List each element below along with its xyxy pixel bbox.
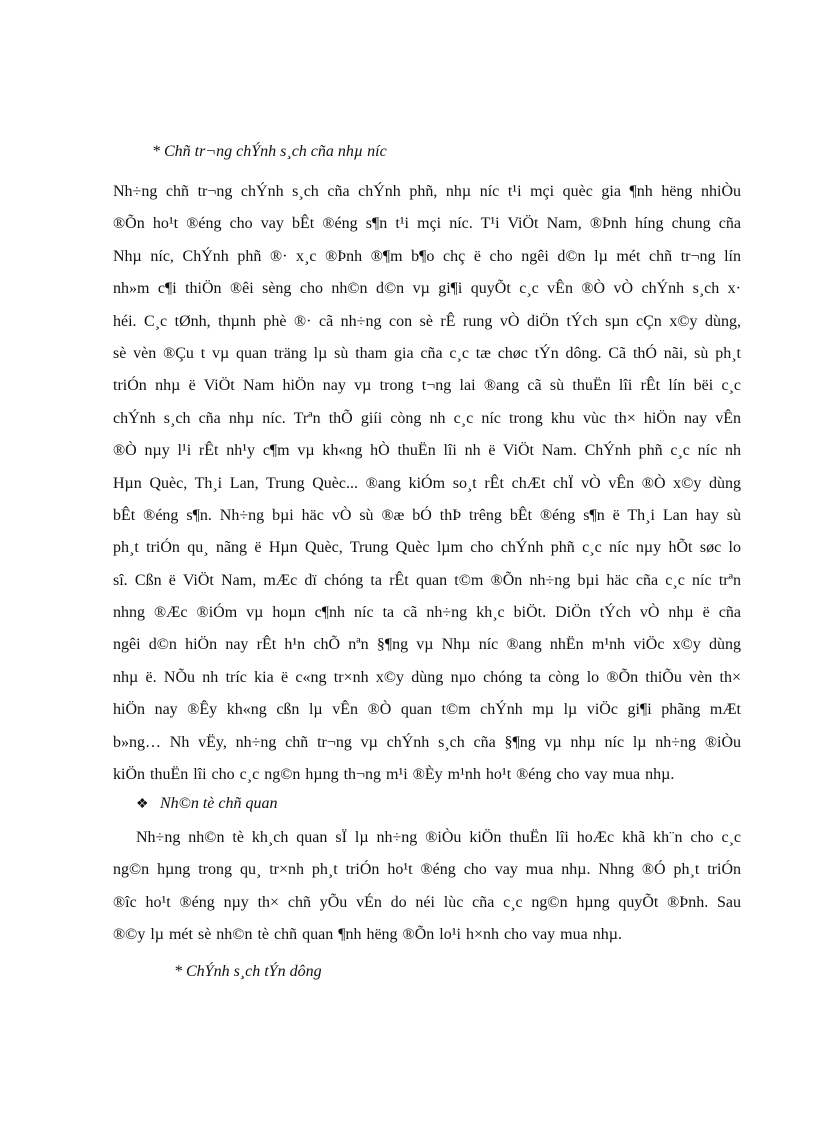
paragraph-line: ®îc ho¹t ®éng nµy th× chñ yÕu vÉn do néi lùc cña c¸c ng©n hµng quyÕt ®Þnh. Sau: [113, 893, 741, 911]
paragraph-policy: [113, 176, 741, 791]
paragraph-line: triÓn nhµ ë ViÖt Nam hiÖn nay vµ trong t¬ng lai ®ang cã sù thuËn lîi rÊt lín bëi c¸c: [113, 377, 741, 395]
paragraph-line: hiÖn nay ®Êy kh«ng cßn lµ vÊn ®Ò quan t©m chÝnh mµ lµ viÖc gi¶i phãng mÆt: [113, 701, 741, 719]
paragraph-line: chÝnh s¸ch cña nhµ níc. Trªn thÕ giíi còng nh c¸c níc trong khu vùc th× hiÖn nay vÊn: [113, 409, 741, 427]
paragraph-line: nhng ®Æc ®iÓm vµ hoµn c¶nh níc ta cã nh÷ng kh¸c biÖt. DiÖn tÝch vÒ nhµ ë cña: [113, 604, 741, 622]
paragraph-line: bÊt ®éng s¶n. Nh÷ng bµi häc vÒ sù ®æ bÓ thÞ trêng bÊt ®éng s¶n ë Th¸i Lan hay sù: [113, 506, 741, 524]
paragraph-line: b»ng… Nh vËy, nh÷ng chñ tr¬ng vµ chÝnh s¸ch cña §¶ng vµ nhµ níc lµ nh÷ng ®iÒu: [113, 733, 741, 751]
paragraph-line: ph¸t triÓn qu¸ nãng ë Hµn Quèc, Trung Quèc lµm cho chÝnh phñ c¸c níc nµy hÕt søc lo: [113, 539, 741, 557]
paragraph-line: ®Ò nµy l¹i rÊt nh¹y c¶m vµ kh«ng hÒ thuËn lîi nh ë ViÖt Nam. ChÝnh phñ c¸c níc nh: [113, 442, 741, 460]
paragraph-line: Nh÷ng chñ tr¬ng chÝnh s¸ch cña chÝnh phñ, nhµ níc t¹i mçi quèc gia ¶nh hëng nhiÒu: [113, 183, 741, 200]
paragraph-line: Nh÷ng nh©n tè kh¸ch quan sÏ lµ nh÷ng ®iÒu kiÖn thuËn lîi hoÆc khã kh¨n cho c¸c: [136, 829, 741, 846]
paragraph-line: ngêi d©n hiÖn nay rÊt h¹n chÕ nªn §¶ng vµ Nhµ níc ®ang nhËn m¹nh viÖc x©y dùng: [113, 636, 741, 654]
diamond-bullet-icon: ❖: [136, 797, 149, 812]
section-heading-credit-policy: * ChÝnh s¸ch tÝn dông: [174, 963, 322, 980]
section-heading-policy: * Chñ tr¬ng chÝnh s¸ch cña nhµ níc: [152, 143, 387, 160]
paragraph-line: sî. Cßn ë ViÖt Nam, mÆc dï chóng ta rÊt quan t©m ®Õn nh÷ng bµi häc cña c¸c níc trªn: [113, 571, 741, 589]
bullet-heading-label: Nh©n tè chñ quan: [160, 795, 278, 812]
paragraph-line: ®©y lµ mét sè nh©n tè chñ quan ¶nh hëng ®Õn lo¹i h×nh cho vay mua nhµ.: [113, 926, 622, 944]
paragraph-line: ng©n hµng trong qu¸ tr×nh ph¸t triÓn ho¹t ®éng cho vay mua nhµ. Nhng ®Ó ph¸t triÓn: [113, 861, 741, 879]
paragraph-line: nhµ ë. NÕu nh tríc kia ë c«ng tr×nh x©y dùng nµo chóng ta còng lo ®Õn thiÕu vèn th×: [113, 668, 741, 686]
section-heading-subjective-factors: [136, 794, 277, 815]
paragraph-line: ®Õn ho¹t ®éng cho vay bÊt ®éng s¶n t¹i mçi níc. T¹i ViÖt Nam, ®Þnh híng chung cña: [113, 215, 741, 233]
paragraph-subjective-factors: [113, 822, 741, 952]
paragraph-line: nh»m c¶i thiÖn ®êi sèng cho nh©n d©n vµ gi¶i quyÕt c¸c vÊn ®Ò vÒ chÝnh s¸ch x·: [113, 280, 741, 298]
paragraph-line: sè vèn ®Çu t vµ quan träng lµ sù tham gia cña c¸c tæ chøc tÝn dông. Cã thÓ nãi, sù ph¸t: [113, 344, 741, 362]
paragraph-line: Hµn Quèc, Th¸i Lan, Trung Quèc... ®ang kiÓm so¸t rÊt chÆt chÏ vÒ vÊn ®Ò x©y dùng: [113, 474, 741, 492]
paragraph-line: Nhµ níc, ChÝnh phñ ®· x¸c ®Þnh ®¶m b¶o chç ë cho ngêi d©n lµ mét chñ tr¬ng lín: [113, 247, 741, 265]
paragraph-line: héi. C¸c tØnh, thµnh phè ®· cã nh÷ng con sè rÊ rung vÒ diÖn tÝch sµn cÇn x©y dùng,: [113, 312, 741, 330]
paragraph-line: kiÖn thuËn lîi cho c¸c ng©n hµng th¬ng m¹i ®Èy m¹nh ho¹t ®éng cho vay mua nhµ.: [113, 766, 675, 784]
